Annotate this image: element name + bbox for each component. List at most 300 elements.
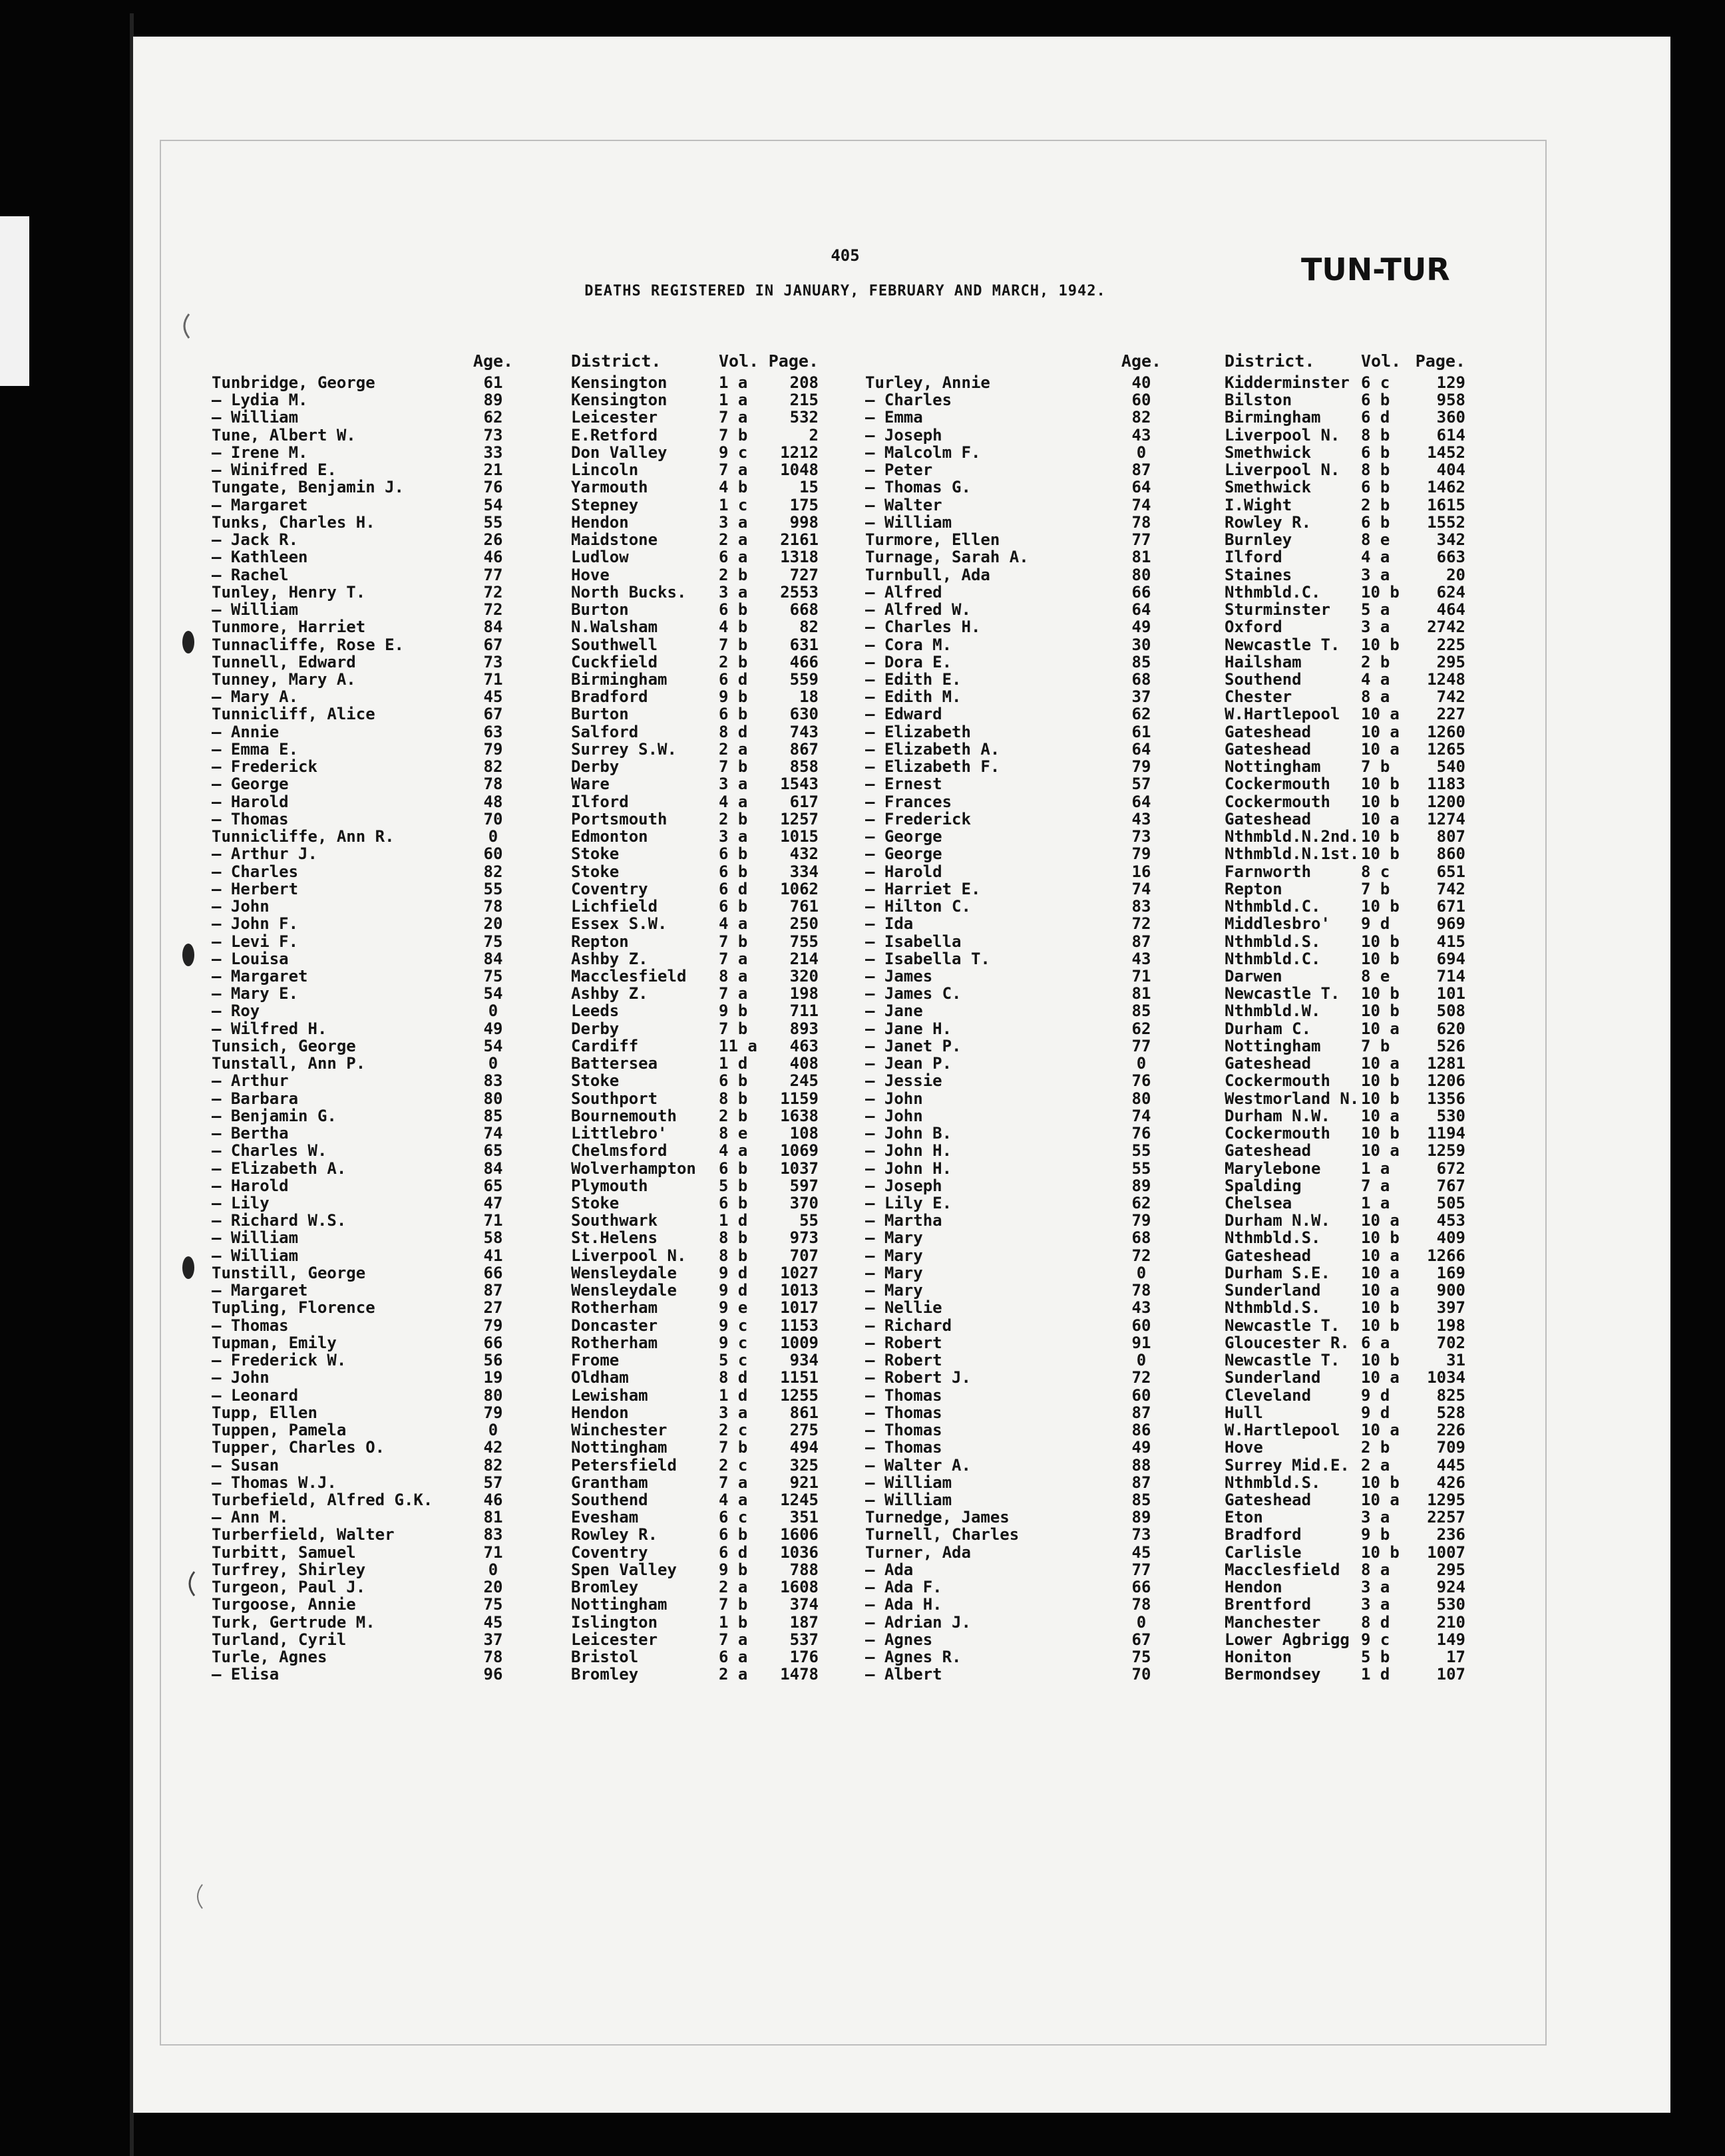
- entry-vol: 2 a: [719, 530, 748, 550]
- entry-page: 1015: [780, 827, 819, 846]
- entry-name: — Jane: [865, 1001, 923, 1021]
- entry-name: — Robert: [865, 1333, 942, 1352]
- entry-page: 55: [799, 1211, 819, 1230]
- entry-district: Rowley R.: [571, 1525, 658, 1544]
- district-header: District.: [571, 351, 662, 371]
- entry-district: Ilford: [571, 792, 629, 811]
- entry-name: — Adrian J.: [865, 1612, 971, 1632]
- entry-name: — Annie: [212, 722, 280, 741]
- entry-page: 1034: [1427, 1368, 1465, 1387]
- entry-name: Tunnicliff, Alice: [212, 705, 375, 724]
- entry-district: Portsmouth: [571, 809, 668, 828]
- entry-age: 56: [483, 1351, 503, 1370]
- entry-page: 624: [1436, 582, 1465, 602]
- entry-age: 74: [1131, 495, 1151, 514]
- entry-page: 825: [1436, 1385, 1465, 1405]
- entry-age: 61: [483, 373, 503, 392]
- entry-district: Gateshead: [1225, 1141, 1312, 1161]
- entry-name: — Elizabeth A.: [865, 739, 1000, 759]
- entry-page: 187: [789, 1612, 819, 1632]
- entry-vol: 8 b: [1361, 425, 1390, 445]
- entry-age: 87: [483, 1281, 503, 1300]
- entry-age: 73: [483, 425, 503, 445]
- entry-vol: 9 d: [719, 1263, 748, 1282]
- entry-age: 66: [483, 1333, 503, 1352]
- entry-vol: 8 a: [1361, 687, 1390, 707]
- entry-age: 85: [1131, 1491, 1151, 1509]
- entry-name: — Jean P.: [865, 1054, 952, 1073]
- entry-page: 663: [1436, 548, 1465, 567]
- entry-age: 48: [483, 792, 503, 811]
- entry-name: — Isabella T.: [865, 949, 990, 968]
- entry-name: — Susan: [212, 1455, 280, 1475]
- entry-name: — Thomas: [865, 1385, 942, 1405]
- entry-name: — Frederick: [212, 757, 317, 777]
- entry-age: 62: [1131, 1019, 1151, 1038]
- entry-district: Winchester: [571, 1421, 668, 1440]
- entry-vol: 10 a: [1361, 1211, 1400, 1230]
- entry-district: Don Valley: [571, 443, 668, 462]
- entry-district: Liverpool N.: [1225, 425, 1340, 445]
- entry-page: 702: [1436, 1333, 1465, 1352]
- entry-page: 1274: [1427, 809, 1465, 828]
- entry-name: — Thomas: [865, 1421, 942, 1440]
- entry-vol: 5 b: [1361, 1648, 1390, 1667]
- entry-district: Darwen: [1225, 966, 1282, 986]
- entry-district: Oldham: [571, 1368, 629, 1387]
- entry-vol: 6 a: [719, 548, 748, 567]
- entry-page: 934: [789, 1351, 819, 1370]
- entry-district: Essex S.W.: [571, 914, 668, 934]
- entry-name: — Martha: [865, 1211, 942, 1230]
- entry-vol: 8 d: [1361, 1612, 1390, 1632]
- entry-age: 78: [483, 775, 503, 794]
- entry-district: Bilston: [1225, 391, 1292, 410]
- entry-page: 671: [1436, 897, 1465, 916]
- entry-vol: 2 b: [719, 652, 748, 671]
- entry-district: I.Wight: [1225, 495, 1292, 514]
- entry-vol: 2 b: [719, 565, 748, 584]
- entry-name: — Leonard: [212, 1385, 299, 1405]
- entry-page: 742: [1436, 879, 1465, 898]
- entry-age: 75: [1131, 1648, 1151, 1667]
- entry-district: Nottingham: [571, 1595, 668, 1614]
- entry-vol: 2 b: [1361, 495, 1390, 514]
- entry-district: Frome: [571, 1351, 620, 1370]
- entry-vol: 10 b: [1361, 984, 1400, 1003]
- entry-age: 41: [483, 1246, 503, 1265]
- entry-vol: 3 a: [1361, 1595, 1390, 1614]
- entry-vol: 2 a: [1361, 1455, 1390, 1475]
- entry-vol: 1 d: [719, 1211, 748, 1230]
- entry-district: Smethwick: [1225, 443, 1312, 462]
- entry-vol: 10 a: [1361, 1246, 1400, 1265]
- entry-name: Tunstill, George: [212, 1263, 366, 1282]
- entry-name: — John: [212, 1368, 270, 1387]
- entry-page: 198: [789, 984, 819, 1003]
- entry-vol: 9 d: [719, 1281, 748, 1300]
- entry-name: — James C.: [865, 984, 962, 1003]
- entry-page: 101: [1436, 984, 1465, 1003]
- entry-district: Ashby Z.: [571, 949, 648, 968]
- entry-page: 755: [789, 932, 819, 951]
- entry-age: 65: [483, 1141, 503, 1161]
- entry-name: — Kathleen: [212, 548, 308, 567]
- entry-vol: 10 a: [1361, 739, 1400, 759]
- entry-vol: 6 b: [719, 862, 748, 881]
- entry-name: Tunsich, George: [212, 1036, 356, 1055]
- entry-page: 227: [1436, 705, 1465, 724]
- entry-age: 42: [483, 1438, 503, 1457]
- entry-vol: 1 a: [719, 391, 748, 410]
- entry-page: 668: [789, 600, 819, 620]
- entry-vol: 10 b: [1361, 1001, 1400, 1021]
- entry-district: Chelsea: [1225, 1194, 1292, 1213]
- entry-district: Chester: [1225, 687, 1292, 707]
- entry-page: 17: [1446, 1648, 1465, 1667]
- entry-district: Sunderland: [1225, 1281, 1321, 1300]
- entry-vol: 3 a: [1361, 618, 1390, 637]
- entry-age: 27: [483, 1298, 503, 1318]
- entry-vol: 6 c: [719, 1508, 748, 1527]
- entry-page: 175: [789, 495, 819, 514]
- entry-page: 245: [789, 1071, 819, 1091]
- entry-vol: 9 c: [719, 443, 748, 462]
- entry-district: Cockermouth: [1225, 792, 1330, 811]
- entry-page: 694: [1436, 949, 1465, 968]
- entry-page: 1159: [780, 1089, 819, 1108]
- entry-name: Turberfield, Walter: [212, 1525, 395, 1544]
- entry-age: 80: [483, 1089, 503, 1108]
- entry-district: Evesham: [571, 1508, 639, 1527]
- entry-name: — Edith E.: [865, 669, 962, 689]
- entry-vol: 1 a: [719, 373, 748, 392]
- entry-district: Honiton: [1225, 1648, 1292, 1667]
- entry-vol: 9 b: [1361, 1525, 1390, 1544]
- entry-page: 1183: [1427, 775, 1465, 794]
- entry-page: 1638: [780, 1106, 819, 1125]
- entry-district: Macclesfield: [571, 966, 687, 986]
- entry-name: — Thomas: [212, 1316, 289, 1335]
- entry-district: Nthmbld.C.: [1225, 582, 1321, 602]
- entry-vol: 4 a: [719, 1491, 748, 1509]
- entry-district: Birmingham: [1225, 408, 1321, 427]
- entry-page: 1194: [1427, 1124, 1465, 1143]
- entry-name: — Ann M.: [212, 1508, 289, 1527]
- entry-name: — William: [212, 408, 299, 427]
- entry-name: — Ada F.: [865, 1578, 942, 1597]
- entry-district: Cuckfield: [571, 652, 658, 671]
- entry-page: 1281: [1427, 1054, 1465, 1073]
- entry-district: Stoke: [571, 844, 620, 864]
- entry-name: Tunks, Charles H.: [212, 512, 375, 532]
- entry-age: 54: [483, 984, 503, 1003]
- vol-header: Vol.: [1361, 351, 1402, 371]
- entry-district: Burton: [571, 705, 629, 724]
- entry-age: 84: [483, 618, 503, 637]
- entry-district: Lower Agbrigg: [1225, 1630, 1350, 1649]
- entry-district: Lewisham: [571, 1385, 648, 1405]
- entry-vol: 8 d: [719, 722, 748, 741]
- entry-district: Southend: [571, 1491, 648, 1509]
- entry-vol: 10 a: [1361, 1368, 1400, 1387]
- entry-page: 1013: [780, 1281, 819, 1300]
- entry-page: 2: [809, 425, 819, 445]
- entry-name: Turbitt, Samuel: [212, 1542, 356, 1562]
- entry-district: Southwell: [571, 635, 658, 654]
- entry-name: — Lily E.: [865, 1194, 952, 1213]
- entry-age: 75: [483, 932, 503, 951]
- entry-district: Nthmbld.S.: [1225, 1298, 1321, 1318]
- entry-age: 77: [1131, 1036, 1151, 1055]
- entry-name: — Bertha: [212, 1124, 289, 1143]
- entry-page: 1151: [780, 1368, 819, 1387]
- entry-page: 1036: [780, 1542, 819, 1562]
- entry-age: 66: [483, 1263, 503, 1282]
- entry-name: — Margaret: [212, 1281, 308, 1300]
- entry-page: 18: [799, 687, 819, 707]
- entry-vol: 7 b: [719, 1019, 748, 1038]
- entry-age: 81: [1131, 984, 1151, 1003]
- surname-range-label: TUN-TUR: [1301, 252, 1450, 287]
- entry-name: Tunmore, Harriet: [212, 618, 366, 637]
- entry-age: 67: [483, 635, 503, 654]
- entry-name: Tunney, Mary A.: [212, 669, 356, 689]
- entry-age: 43: [1131, 949, 1151, 968]
- entry-district: Nottingham: [571, 1438, 668, 1457]
- entry-page: 415: [1436, 932, 1465, 951]
- entry-page: 1552: [1427, 512, 1465, 532]
- entry-age: 80: [1131, 1089, 1151, 1108]
- entry-age: 72: [1131, 914, 1151, 934]
- entry-name: Tune, Albert W.: [212, 425, 356, 445]
- entry-name: — Elisa: [212, 1665, 280, 1684]
- entry-vol: 7 a: [719, 1630, 748, 1649]
- entry-district: Cleveland: [1225, 1385, 1312, 1405]
- entry-name: Tungate, Benjamin J.: [212, 478, 404, 497]
- entry-name: Turbefield, Alfred G.K.: [212, 1491, 433, 1509]
- entry-vol: 6 a: [1361, 1333, 1390, 1352]
- entry-age: 76: [1131, 1124, 1151, 1143]
- entry-page: 2161: [780, 530, 819, 550]
- entry-page: 1069: [780, 1141, 819, 1161]
- entry-vol: 1 d: [719, 1385, 748, 1405]
- entry-district: Rotherham: [571, 1333, 658, 1352]
- entry-page: 1452: [1427, 443, 1465, 462]
- entry-district: Cardiff: [571, 1036, 639, 1055]
- entry-name: — Lily: [212, 1194, 270, 1213]
- entry-age: 67: [1131, 1630, 1151, 1649]
- entry-age: 72: [1131, 1368, 1151, 1387]
- entry-page: 711: [789, 1001, 819, 1021]
- entry-page: 742: [1436, 687, 1465, 707]
- entry-name: — Richard: [865, 1316, 952, 1335]
- entry-page: 1606: [780, 1525, 819, 1544]
- entry-page: 334: [789, 862, 819, 881]
- entry-district: Bournemouth: [571, 1106, 677, 1125]
- entry-vol: 8 a: [1361, 1560, 1390, 1579]
- entry-page: 761: [789, 897, 819, 916]
- entry-district: Durham S.E.: [1225, 1263, 1330, 1282]
- entry-page: 432: [789, 844, 819, 864]
- entry-page: 537: [789, 1630, 819, 1649]
- entry-vol: 10 b: [1361, 1228, 1400, 1248]
- entry-name: Turnbull, Ada: [865, 565, 990, 584]
- entry-name: — Mary: [865, 1246, 923, 1265]
- age-header: Age.: [473, 351, 514, 371]
- entry-district: Battersea: [571, 1054, 658, 1073]
- entry-vol: 10 a: [1361, 1491, 1400, 1509]
- entry-name: — Robert: [865, 1351, 942, 1370]
- entry-name: — Isabella: [865, 932, 962, 951]
- entry-name: — Arthur: [212, 1071, 289, 1091]
- entry-name: — Mary: [865, 1263, 923, 1282]
- entry-age: 78: [1131, 1281, 1151, 1300]
- entry-name: — John: [212, 897, 270, 916]
- entry-district: Durham N.W.: [1225, 1106, 1330, 1125]
- entry-age: 75: [483, 1595, 503, 1614]
- entry-page: 295: [1436, 1560, 1465, 1579]
- page-number: 405: [831, 246, 860, 265]
- entry-page: 767: [1436, 1176, 1465, 1195]
- entry-age: 43: [1131, 425, 1151, 445]
- entry-district: Newcastle T.: [1225, 635, 1340, 654]
- entry-page: 861: [789, 1403, 819, 1422]
- entry-name: — Agnes: [865, 1630, 933, 1649]
- entry-vol: 9 d: [1361, 914, 1390, 934]
- entry-page: 1017: [780, 1298, 819, 1318]
- entry-district: Salford: [571, 722, 639, 741]
- entry-vol: 8 c: [1361, 862, 1390, 881]
- entry-name: — Jane H.: [865, 1019, 952, 1038]
- entry-district: Cockermouth: [1225, 775, 1330, 794]
- entry-district: Stoke: [571, 862, 620, 881]
- entry-vol: 10 b: [1361, 635, 1400, 654]
- entry-vol: 7 b: [719, 1438, 748, 1457]
- entry-district: Gateshead: [1225, 739, 1312, 759]
- entry-district: Plymouth: [571, 1176, 648, 1195]
- entry-age: 0: [1136, 1054, 1147, 1073]
- entry-age: 37: [483, 1630, 503, 1649]
- entry-vol: 6 d: [719, 879, 748, 898]
- entry-age: 87: [1131, 460, 1151, 480]
- entry-name: — William: [865, 512, 952, 532]
- entry-age: 71: [483, 1542, 503, 1562]
- entry-name: — Benjamin G.: [212, 1106, 337, 1125]
- entry-name: — John B.: [865, 1124, 952, 1143]
- entry-name: Tunstall, Ann P.: [212, 1054, 366, 1073]
- entry-age: 45: [483, 687, 503, 707]
- entry-page: 530: [1436, 1106, 1465, 1125]
- entry-vol: 9 b: [719, 687, 748, 707]
- entry-age: 0: [488, 1421, 498, 1440]
- entry-page: 408: [789, 1054, 819, 1073]
- entry-age: 87: [1131, 1473, 1151, 1492]
- entry-page: 225: [1436, 635, 1465, 654]
- entry-name: — Harriet E.: [865, 879, 981, 898]
- entry-district: Westmorland N.: [1225, 1089, 1360, 1108]
- entry-vol: 8 b: [1361, 460, 1390, 480]
- entry-district: Yarmouth: [571, 478, 648, 497]
- entry-district: Kidderminster: [1225, 373, 1350, 392]
- entry-age: 49: [1131, 618, 1151, 637]
- entry-district: Gateshead: [1225, 1246, 1312, 1265]
- entry-age: 81: [1131, 548, 1151, 567]
- entry-page: 973: [789, 1228, 819, 1248]
- entry-page: 250: [789, 914, 819, 934]
- entry-age: 37: [1131, 687, 1151, 707]
- entry-page: 1007: [1427, 1542, 1465, 1562]
- entry-age: 74: [483, 1124, 503, 1143]
- entry-age: 67: [483, 705, 503, 724]
- entry-vol: 10 a: [1361, 1281, 1400, 1300]
- entry-name: — Charles W.: [212, 1141, 327, 1161]
- entry-age: 33: [483, 443, 503, 462]
- entry-age: 60: [1131, 1316, 1151, 1335]
- entry-age: 20: [483, 1578, 503, 1597]
- entry-age: 68: [1131, 669, 1151, 689]
- entry-district: Ilford: [1225, 548, 1282, 567]
- entry-district: Eton: [1225, 1508, 1263, 1527]
- entry-age: 74: [1131, 1106, 1151, 1125]
- entry-page: 1248: [1427, 669, 1465, 689]
- entry-vol: 2 a: [719, 739, 748, 759]
- entry-name: — William: [212, 1228, 299, 1248]
- entry-district: Bradford: [1225, 1525, 1302, 1544]
- entry-name: — Hilton C.: [865, 897, 971, 916]
- entry-name: — George: [212, 775, 289, 794]
- entry-page: 998: [789, 512, 819, 532]
- entry-age: 89: [1131, 1176, 1151, 1195]
- entry-age: 78: [483, 897, 503, 916]
- entry-page: 532: [789, 408, 819, 427]
- entry-page: 1615: [1427, 495, 1465, 514]
- entry-district: Newcastle T.: [1225, 1316, 1340, 1335]
- entry-age: 84: [483, 949, 503, 968]
- entry-name: — Elizabeth F.: [865, 757, 1000, 777]
- entry-page: 559: [789, 669, 819, 689]
- entry-district: Gloucester R.: [1225, 1333, 1350, 1352]
- entry-name: — William: [865, 1491, 952, 1509]
- entry-page: 463: [789, 1036, 819, 1055]
- entry-name: — Barbara: [212, 1089, 299, 1108]
- binder-hole-mark: [181, 1254, 196, 1281]
- entry-age: 71: [483, 1211, 503, 1230]
- entry-age: 0: [1136, 443, 1147, 462]
- entry-district: Nthmbld.N.2nd.: [1225, 827, 1360, 846]
- entry-district: Wensleydale: [571, 1281, 677, 1300]
- entry-vol: 8 b: [719, 1089, 748, 1108]
- entry-page: 597: [789, 1176, 819, 1195]
- entry-name: — Dora E.: [865, 652, 952, 671]
- entry-age: 73: [1131, 1525, 1151, 1544]
- entry-district: Nottingham: [1225, 1036, 1321, 1055]
- entry-age: 86: [1131, 1421, 1151, 1440]
- entry-page: 129: [1436, 373, 1465, 392]
- entry-name: Turner, Ada: [865, 1542, 971, 1562]
- entry-age: 66: [1131, 582, 1151, 602]
- page-title: DEATHS REGISTERED IN JANUARY, FEBRUARY AND MARCH, 1942.: [584, 283, 1106, 299]
- entry-age: 83: [483, 1525, 503, 1544]
- entry-age: 70: [483, 809, 503, 828]
- entry-age: 62: [483, 408, 503, 427]
- entry-age: 46: [483, 548, 503, 567]
- entry-district: Doncaster: [571, 1316, 658, 1335]
- entry-age: 64: [1131, 792, 1151, 811]
- entry-vol: 4 a: [1361, 669, 1390, 689]
- entry-page: 1266: [1427, 1246, 1465, 1265]
- entry-vol: 10 a: [1361, 1421, 1400, 1440]
